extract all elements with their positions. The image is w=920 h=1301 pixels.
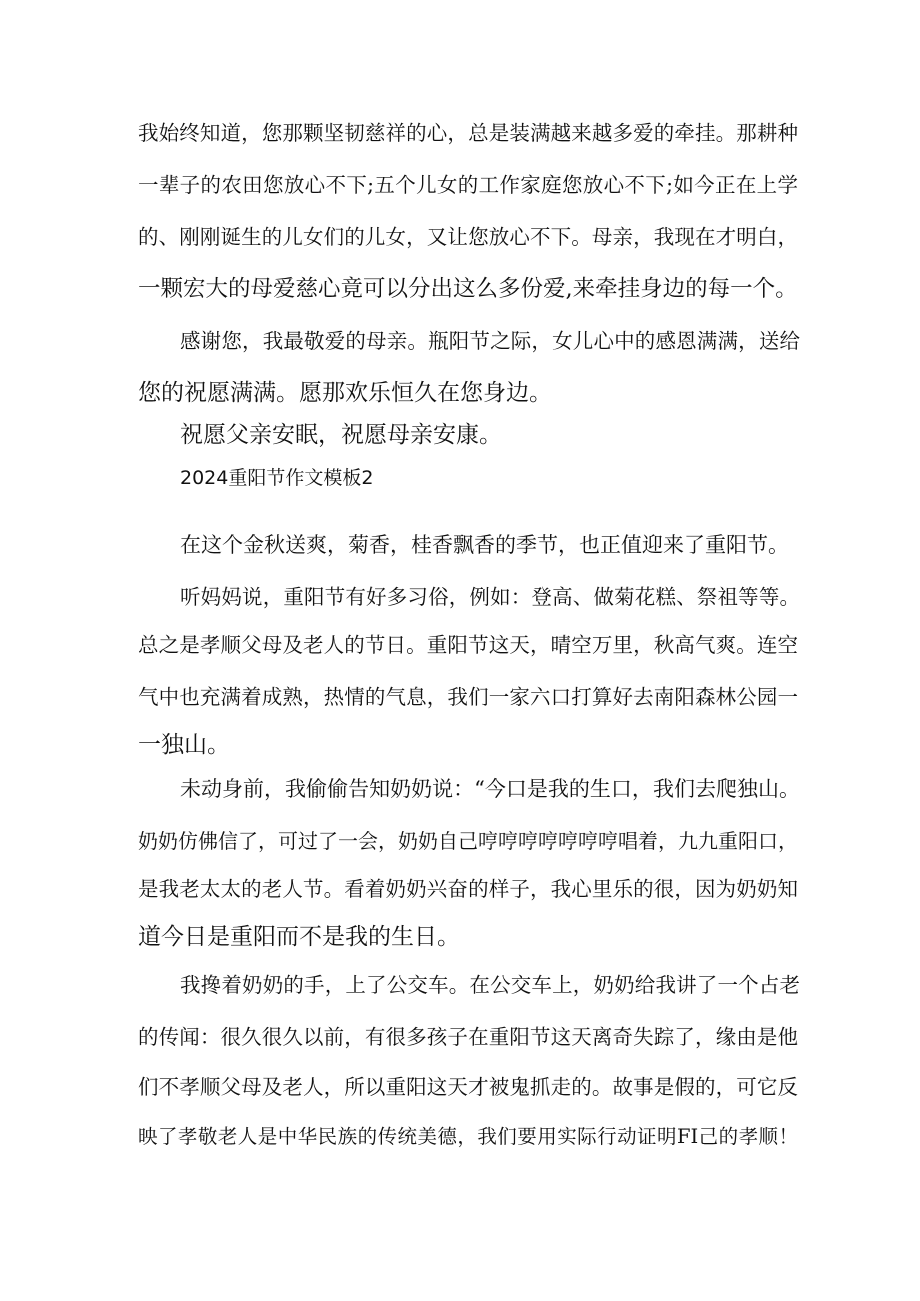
paragraph-7-line-4: 映了孝敬老人是中华民族的传统美德，我们要用实际行动证明FI己的孝顺！	[138, 1125, 798, 1148]
paragraph-7-line-2: 的传闻：很久很久以前，有很多孩子在重阳节这天离奇失踪了，缘由是他	[138, 1025, 798, 1049]
paragraph-6-line-4: 道今日是重阳而不是我的生日。	[138, 924, 460, 950]
paragraph-7-line-1: 我搀着奶奶的手，上了公交车。在公交车上，奶奶给我讲了一个占老	[180, 973, 800, 997]
paragraph-3-line-1: 祝愿父亲安眠，祝愿母亲安康。	[180, 422, 502, 448]
paragraph-2-line-1: 感谢您，我最敬爱的母亲。瓶阳节之际，女儿心中的感恩满满，送给	[180, 329, 800, 353]
paragraph-1-line-1: 我始终知道，您那颗坚韧慈祥的心，总是装满越来越多爱的牵挂。那耕种	[138, 121, 798, 145]
section-heading: 2024重阳节作文模板2	[180, 467, 374, 489]
paragraph-2-line-2: 您的祝愿满满。愿那欢乐恒久在您身边。	[138, 380, 552, 406]
paragraph-5-line-1: 听妈妈说，重阳节有好多习俗，例如：登高、做菊花糕、祭祖等等。	[180, 585, 800, 609]
paragraph-5-line-3: 气中也充满着成熟，热情的气息，我们一家六口打算好去南阳森林公园一	[138, 685, 798, 709]
paragraph-1-line-3: 的、刚刚诞生的儿女们的儿女，又让您放心不下。母亲，我现在才明白，	[138, 225, 798, 249]
paragraph-1-line-4: 一颗宏大的母爱慈心竟可以分出这么多份爱,来牵挂身边的每一个。	[138, 276, 798, 302]
paragraph-6-line-2: 奶奶仿佛信了，可过了一会，奶奶自己哼哼哼哼哼哼哼唱着，九九重阳口，	[138, 829, 798, 853]
paragraph-6-line-3: 是我老太太的老人节。看着奶奶兴奋的样子，我心里乐的很，因为奶奶知	[138, 877, 798, 901]
paragraph-5-line-4: 一独山。	[138, 732, 230, 758]
paragraph-4-line-1: 在这个金秋送爽，菊香，桂香飘香的季节，也正值迎来了重阳节。	[180, 533, 789, 557]
paragraph-5-line-2: 总之是孝顺父母及老人的节日。重阳节这天，晴空万里，秋高气爽。连空	[138, 633, 798, 657]
paragraph-6-line-1: 未动身前，我偷偷告知奶奶说：“今口是我的生口，我们去爬独山。	[180, 777, 800, 801]
paragraph-1-line-2: 一辈子的农田您放心不下;五个儿女的工作家庭您放心不下;如今正在上学	[138, 173, 798, 197]
paragraph-7-line-3: 们不孝顺父母及老人，所以重阳这天才被鬼抓走的。故事是假的，可它反	[138, 1075, 798, 1099]
